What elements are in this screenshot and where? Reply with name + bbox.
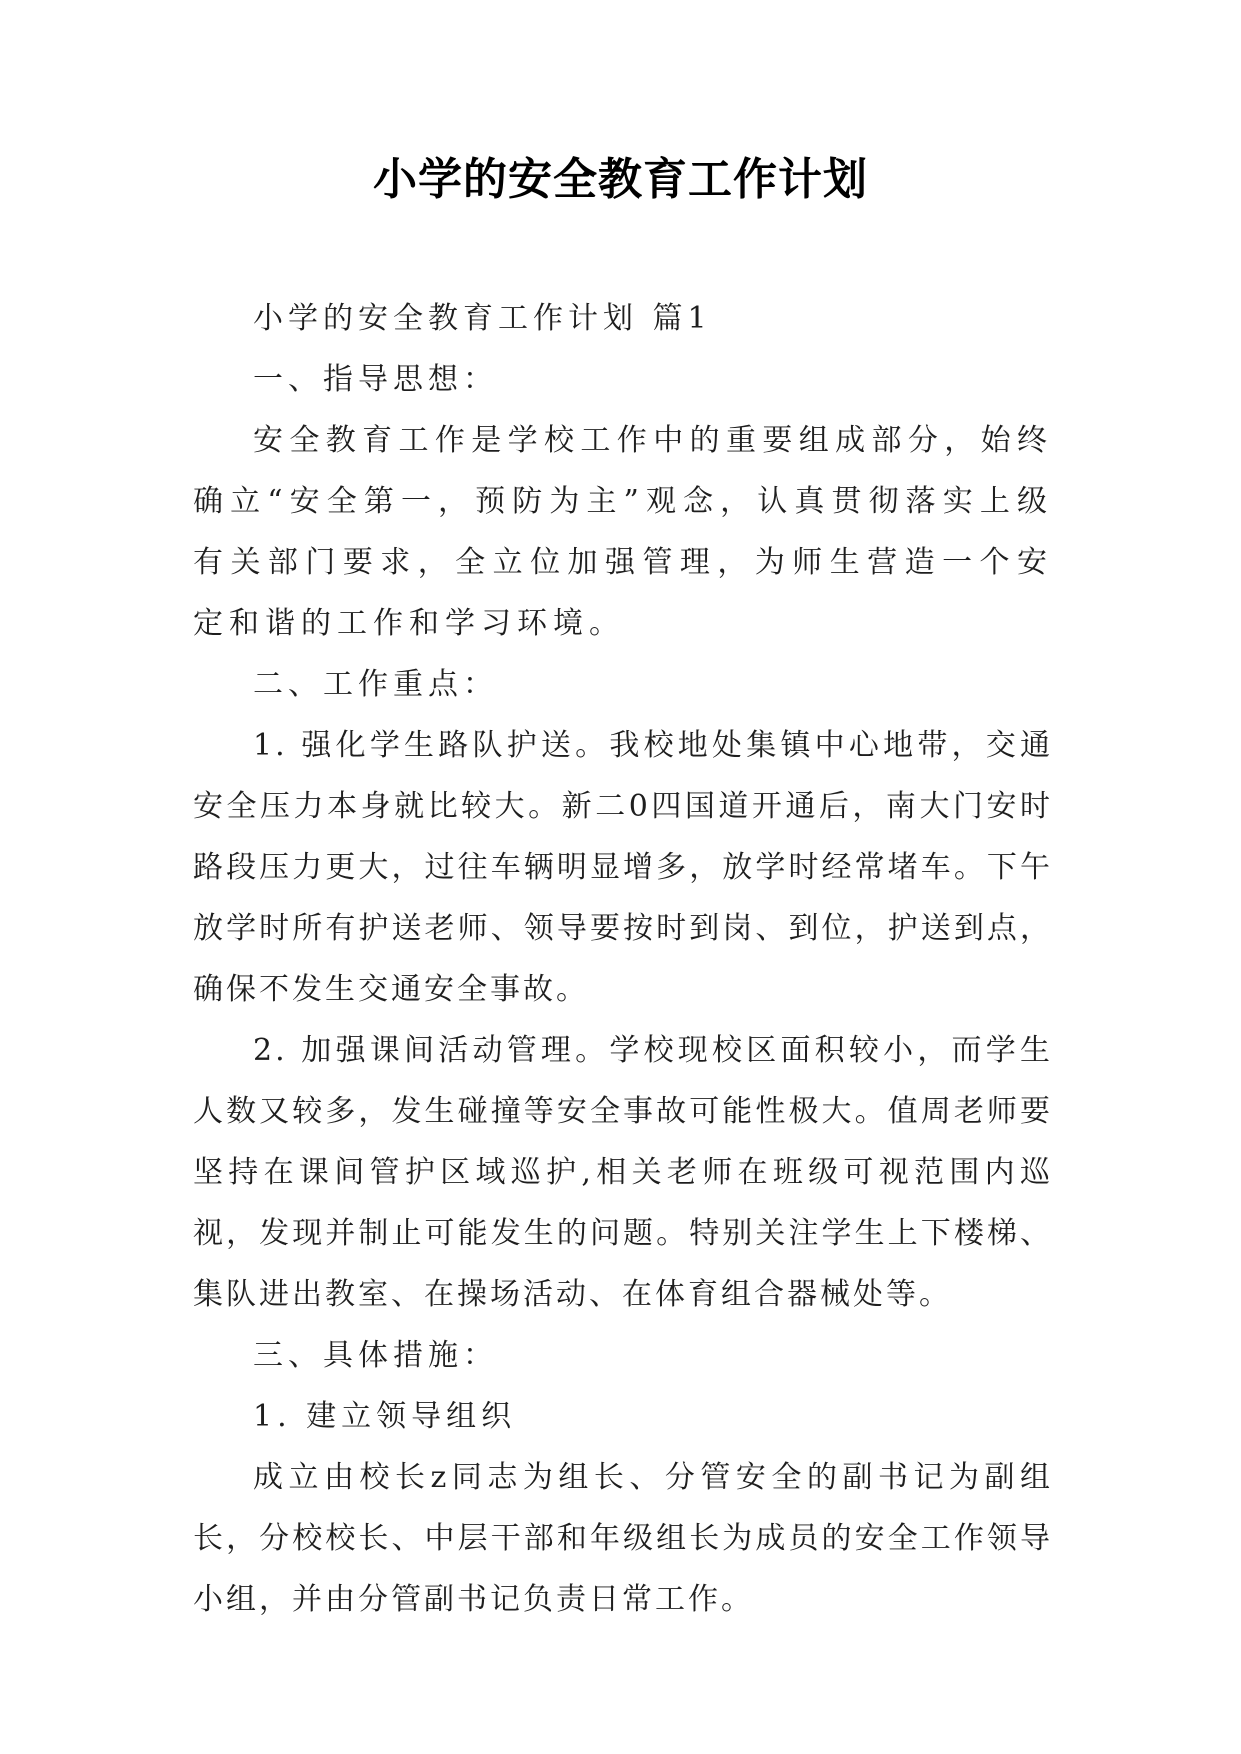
heading-specific-measures: 三、具体措施：: [253, 1338, 498, 1373]
heading-leadership-organization: 1. 建立领导组织: [253, 1399, 517, 1434]
section-heading-part-1: 小学的安全教育工作计划 篇1: [253, 301, 712, 336]
document-body: [193, 288, 1053, 1630]
paragraph-leadership-group: 成立由校长z同志为组长、分管安全的副书记为副组长，分校校长、中层干部和年级组长为成员的安全工作领导小组，并由分管副书记负责日常工作。: [193, 1460, 1053, 1617]
heading-guiding-ideology: 一、指导思想：: [253, 362, 498, 397]
heading-work-focus: 二、工作重点：: [253, 667, 498, 702]
paragraph-escort-students: 1. 强化学生路队护送。我校地处集镇中心地带，交通安全压力本身就比较大。新二0四国道开通后，南大门安时路段压力更大，过往车辆明显增多，放学时经常堵车。下午放学时所有护送老师、领导要按时到岗、到位，护送到点，确保不发生交通安全事故。: [193, 728, 1053, 1007]
paragraph-break-management: 2. 加强课间活动管理。学校现校区面积较小，而学生人数又较多，发生碰撞等安全事故可能性极大。值周老师要坚持在课间管护区域巡护,相关老师在班级可视范围内巡视，发现并制止可能发生的问题。特别关注学生上下楼梯、集队进出教室、在操场活动、在体育组合器械处等。: [193, 1033, 1053, 1312]
document-title: 小学的安全教育工作计划: [373, 154, 868, 205]
paragraph-guiding-ideology: 安全教育工作是学校工作中的重要组成部分，始终确立“安全第一，预防为主”观念，认真贯彻落实上级有关部门要求，全立位加强管理，为师生营造一个安定和谐的工作和学习环境。: [193, 423, 1053, 641]
